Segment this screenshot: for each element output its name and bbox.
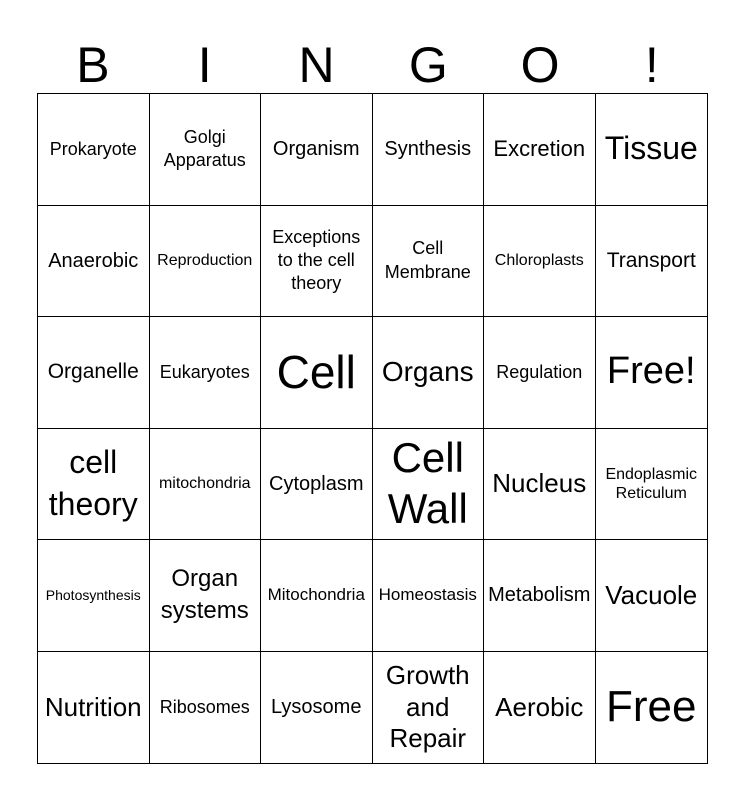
bingo-cell[interactable]: [373, 94, 485, 206]
cell-label: Cytoplasm: [269, 472, 364, 495]
bingo-board: [37, 93, 708, 764]
header-letter-b: B: [76, 37, 110, 93]
bingo-cell[interactable]: [596, 652, 708, 764]
bingo-cell[interactable]: [38, 317, 150, 429]
cell-label: Metabolism: [488, 584, 591, 607]
cell-label: Aerobic: [495, 691, 584, 722]
bingo-cell[interactable]: [261, 317, 373, 429]
cell-label: Regulation: [496, 361, 583, 382]
cell-label: cell theory: [48, 444, 138, 522]
bingo-cell[interactable]: [373, 206, 485, 318]
bingo-cell[interactable]: [38, 206, 150, 318]
bingo-cell[interactable]: [150, 206, 262, 318]
bingo-cell[interactable]: [38, 429, 150, 541]
cell-label: Chloroplasts: [494, 252, 584, 270]
bingo-cell[interactable]: [150, 317, 262, 429]
bingo-cell[interactable]: [373, 652, 485, 764]
cell-label: Endoplasmic Reticulum: [605, 465, 698, 502]
bingo-cell[interactable]: [261, 206, 373, 318]
cell-label: Nutrition: [44, 691, 142, 722]
cell-label: Homeostasis: [378, 585, 477, 605]
bingo-cell[interactable]: [484, 652, 596, 764]
bingo-cell[interactable]: [38, 652, 150, 764]
cell-label: Cell: [276, 345, 356, 398]
bingo-cell[interactable]: [596, 206, 708, 318]
bingo-cell[interactable]: [484, 206, 596, 318]
cell-label: Excretion: [493, 136, 586, 162]
bingo-cell[interactable]: [261, 652, 373, 764]
bingo-cell[interactable]: [150, 94, 262, 206]
cell-label: Growth and Repair: [385, 660, 470, 753]
bingo-cell[interactable]: [596, 94, 708, 206]
cell-label: Nucleus: [492, 468, 587, 499]
bingo-cell[interactable]: [150, 429, 262, 541]
cell-label: Eukaryotes: [159, 361, 250, 382]
cell-label: Reproduction: [157, 252, 253, 270]
bingo-cell[interactable]: [38, 540, 150, 652]
cell-label: Tissue: [604, 130, 698, 167]
bingo-cell[interactable]: [150, 652, 262, 764]
cell-label: Organ systems: [160, 564, 249, 625]
cell-label: Cell Wall: [387, 434, 468, 532]
cell-label: Organism: [272, 138, 360, 161]
cell-label: Free: [606, 681, 697, 731]
cell-label: Lysosome: [271, 696, 362, 719]
bingo-cell[interactable]: [596, 317, 708, 429]
header-letter-g: G: [408, 37, 448, 93]
bingo-cell[interactable]: [373, 429, 485, 541]
cell-label: Organelle: [47, 360, 139, 384]
header-letter-exclamation: !: [644, 37, 659, 93]
cell-label: Ribosomes: [159, 696, 250, 717]
bingo-cell[interactable]: [261, 540, 373, 652]
header-letter-n: N: [298, 37, 335, 93]
bingo-cell[interactable]: [484, 429, 596, 541]
cell-label: Photosynthesis: [45, 586, 141, 603]
cell-label: Prokaryote: [49, 138, 137, 159]
cell-label: Golgi Apparatus: [163, 126, 246, 171]
cell-label: Mitochondria: [267, 585, 365, 605]
cell-label: Vacuole: [605, 579, 698, 610]
bingo-cell[interactable]: [596, 429, 708, 541]
bingo-cell[interactable]: [596, 540, 708, 652]
bingo-cell[interactable]: [373, 317, 485, 429]
cell-label: mitochondria: [158, 475, 251, 493]
bingo-header: [37, 36, 708, 94]
cell-label: Cell Membrane: [384, 238, 471, 282]
header-letter-i: I: [197, 37, 212, 93]
cell-label: Anaerobic: [48, 249, 139, 272]
cell-label: Synthesis: [384, 138, 472, 161]
bingo-cell[interactable]: [484, 94, 596, 206]
bingo-cell[interactable]: [38, 94, 150, 206]
cell-label: Free!: [606, 350, 696, 393]
bingo-cell[interactable]: [261, 94, 373, 206]
bingo-cell[interactable]: [484, 540, 596, 652]
cell-label: Transport: [606, 248, 696, 272]
bingo-cell[interactable]: [261, 429, 373, 541]
bingo-cell[interactable]: [484, 317, 596, 429]
bingo-cell[interactable]: [373, 540, 485, 652]
cell-label: Organs: [381, 356, 474, 388]
bingo-cell[interactable]: [150, 540, 262, 652]
header-letter-o: O: [520, 37, 560, 93]
cell-label: Exceptions to the cell theory: [272, 226, 361, 294]
